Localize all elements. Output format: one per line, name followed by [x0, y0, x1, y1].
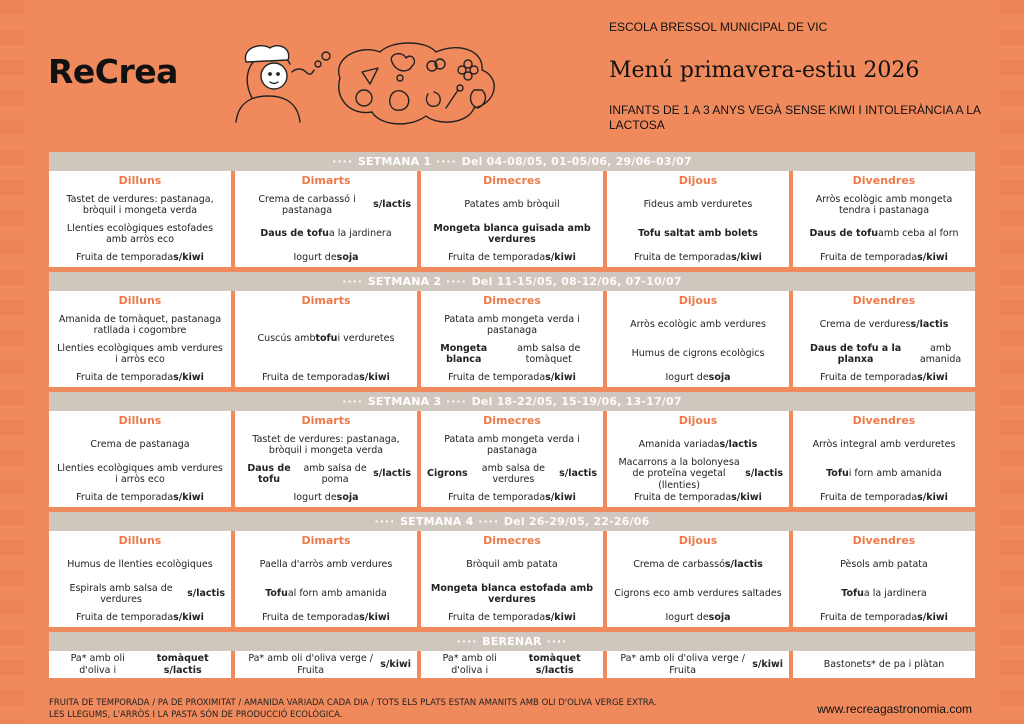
week-label: SETMANA 2	[367, 275, 442, 288]
dish-text: s/kiwi	[380, 658, 411, 670]
dessert	[49, 248, 231, 267]
dish-text: Pa* amb oli d'oliva i	[70, 653, 125, 676]
dish-text: Fruita de temporada	[820, 251, 918, 263]
dish-text: Llenties ecològiques amb verdures i arròs eco	[57, 342, 223, 365]
dish-text: Fruita de temporada	[76, 371, 174, 383]
dessert	[421, 608, 603, 627]
second-course	[235, 460, 417, 488]
day-column	[607, 531, 789, 627]
dessert	[607, 608, 789, 627]
day-column	[235, 291, 417, 387]
dessert	[793, 248, 975, 267]
day-column	[49, 171, 231, 267]
dish-text: s/kiwi	[173, 371, 204, 383]
dish-text: s/lactis	[724, 559, 763, 571]
dish-text: soja	[336, 251, 359, 263]
first-course	[235, 190, 417, 220]
dish-text: Fideus amb verduretes	[643, 199, 753, 211]
dish-text: Bastonets* de pa i plàtan	[823, 658, 945, 670]
dish-text: Fruita de temporada	[448, 251, 546, 263]
website-link[interactable]: www.recreagastronomia.com	[817, 702, 972, 716]
dish-text: Fruita de temporada	[634, 491, 732, 503]
day-column	[793, 291, 975, 387]
menu-title: Menú primavera-estiu 2026	[609, 58, 920, 83]
dish-text: Tastet de verdures: pastanaga, bròquil i mongeta verda	[252, 433, 400, 456]
week-dates: Del 04-08/05, 01-05/06, 29/06-03/07	[461, 155, 692, 168]
dish-text: a la jardinera	[863, 588, 927, 600]
second-course	[421, 580, 603, 608]
week-section	[49, 152, 975, 267]
dots: ····	[342, 275, 368, 288]
dessert	[793, 488, 975, 507]
dish-text: Bròquil amb patata	[466, 559, 558, 571]
dish-text: Pa* amb oli d'oliva i	[442, 653, 497, 676]
dish-text: Amanida de tomàquet, pastanaga ratllada i cogombre	[58, 313, 222, 336]
day-column	[49, 531, 231, 627]
dish-text: soja	[708, 371, 731, 383]
dish-text: Humus de cigrons ecològics	[631, 348, 765, 360]
week-grid	[49, 171, 975, 267]
day-name: Dimarts	[301, 534, 351, 547]
dish-text: Mongeta blanca guisada amb verdures	[433, 222, 591, 245]
week-grid	[49, 411, 975, 507]
dish-text: Fruita de temporada	[634, 251, 732, 263]
day-name: Divendres	[852, 294, 916, 307]
day-name: Dimecres	[483, 174, 541, 187]
day-name: Dimarts	[301, 174, 351, 187]
recrea-logo: ReCrea	[48, 52, 178, 91]
second-course	[607, 220, 789, 248]
dish-text: Cigrons	[427, 468, 468, 480]
dish-text: Fruita de temporada	[820, 371, 918, 383]
day-name: Divendres	[852, 414, 916, 427]
week-dates: Del 18-22/05, 15-19/06, 13-17/07	[471, 395, 682, 408]
dish-text: tofu	[315, 333, 338, 345]
chef-food-illustration	[212, 38, 572, 130]
week-dates: Del 11-15/05, 08-12/06, 07-10/07	[471, 275, 682, 288]
school-name: ESCOLA BRESSOL MUNICIPAL DE VIC	[609, 20, 828, 34]
second-course	[793, 460, 975, 488]
day-column	[421, 411, 603, 507]
snack-cell	[235, 651, 417, 678]
first-course	[49, 430, 231, 460]
second-course	[793, 340, 975, 368]
day-column	[235, 171, 417, 267]
dish-text: Fruita de temporada	[262, 371, 360, 383]
dish-text: Llenties ecològiques estofades amb arròs eco	[66, 222, 214, 245]
first-course	[793, 190, 975, 220]
first-course	[235, 430, 417, 460]
dessert	[793, 608, 975, 627]
week-label: SETMANA 4	[400, 515, 474, 528]
day-name: Dilluns	[118, 534, 162, 547]
dish-text: s/kiwi	[173, 611, 204, 623]
week-label: BERENAR	[482, 635, 542, 648]
dish-text: Daus de tofu a la planxa	[809, 342, 902, 365]
week-header	[49, 512, 975, 531]
dish-text: Crema de pastanaga	[90, 439, 190, 451]
dish-text: al forn amb amanida	[287, 588, 387, 600]
dessert	[421, 248, 603, 267]
dessert	[235, 368, 417, 387]
first-course	[49, 190, 231, 220]
snack-cell	[49, 651, 231, 678]
dish-text: Arròs ecològic amb verdures	[630, 319, 766, 331]
dish-text: s/kiwi	[731, 251, 762, 263]
dessert	[49, 368, 231, 387]
second-course	[793, 580, 975, 608]
dish-text: i verduretes	[337, 333, 395, 345]
second-course	[607, 580, 789, 608]
dots: ····	[456, 635, 483, 648]
dish-text: s/kiwi	[359, 611, 390, 623]
first-course	[421, 190, 603, 220]
dish-text: Fruita de temporada	[448, 371, 546, 383]
dish-text: s/kiwi	[359, 371, 390, 383]
day-column	[49, 411, 231, 507]
second-course	[49, 220, 231, 248]
dish-text: Pa* amb oli d'oliva verge / Fruita	[620, 653, 745, 676]
dish-text: Fruita de temporada	[448, 491, 546, 503]
dessert	[235, 488, 417, 507]
dish-text: Cuscús amb	[257, 333, 316, 345]
dessert	[235, 248, 417, 267]
menu-subtitle: INFANTS DE 1 A 3 ANYS VEGÀ SENSE KIWI I INTOLERÀNCIA A LA LACTOSA	[609, 103, 981, 132]
week-grid	[49, 291, 975, 387]
day-column	[49, 291, 231, 387]
dots: ····	[441, 395, 472, 408]
dish-text: Iogurt de	[665, 611, 709, 623]
snack-cell	[793, 651, 975, 678]
day-column	[235, 531, 417, 627]
dish-text: Cigrons eco amb verdures saltades	[614, 588, 782, 600]
first-course	[235, 550, 417, 580]
dish-text: Macarrons a la bolonyesa de proteïna vegetal (llenties)	[618, 456, 740, 491]
week-section	[49, 512, 975, 627]
dish-text: i forn amb amanida	[848, 468, 942, 480]
dish-text: soja	[336, 491, 359, 503]
dish-cell	[235, 310, 417, 368]
dish-text: Fruita de temporada	[262, 611, 360, 623]
dish-text: Daus de tofu	[809, 228, 879, 240]
day-name: Dilluns	[118, 294, 162, 307]
day-name: Divendres	[852, 534, 916, 547]
dots: ····	[541, 635, 568, 648]
dots: ····	[374, 515, 401, 528]
dish-text: Llenties ecològiques amb verdures i arròs eco	[57, 462, 223, 485]
first-course	[421, 310, 603, 340]
week-header	[49, 392, 975, 411]
dish-text: Patata amb mongeta verda i pastanaga	[444, 433, 580, 456]
day-column	[607, 291, 789, 387]
day-name: Dijous	[678, 294, 718, 307]
dish-text: Iogurt de	[665, 371, 709, 383]
dish-text: Tofu	[265, 588, 288, 600]
dish-text: Fruita de temporada	[820, 611, 918, 623]
dessert	[607, 368, 789, 387]
dish-text: Daus de tofu	[247, 462, 291, 485]
week-label: SETMANA 1	[357, 155, 432, 168]
day-column	[421, 171, 603, 267]
dish-text: amb amanida	[919, 342, 962, 365]
day-name: Dilluns	[118, 174, 162, 187]
day-column	[421, 291, 603, 387]
berenar-section	[49, 632, 975, 678]
second-course	[607, 456, 789, 491]
week-label: SETMANA 3	[367, 395, 442, 408]
dish-text: s/kiwi	[173, 491, 204, 503]
dots: ····	[431, 155, 462, 168]
dish-text: Tofu	[826, 468, 849, 480]
dots: ····	[441, 275, 472, 288]
second-course	[49, 580, 231, 608]
footer-note-2: LES LLEGUMS, L'ARRÒS I LA PASTA SÓN DE PRODUCCIÓ ECOLÒGICA.	[49, 710, 343, 720]
day-name: Dimarts	[301, 414, 351, 427]
berenar-grid	[49, 651, 975, 678]
dish-text: tomàquet s/lactis	[156, 653, 209, 676]
day-name: Divendres	[852, 174, 916, 187]
second-course	[49, 460, 231, 488]
dish-text: Espirals amb salsa de verdures	[69, 582, 173, 605]
dish-text: Crema de carbassó i pastanaga	[258, 193, 356, 216]
dish-text: amb salsa de poma	[303, 462, 367, 485]
dish-text: s/kiwi	[917, 611, 948, 623]
first-course	[607, 430, 789, 460]
dish-text: Humus de llenties ecològiques	[67, 559, 213, 571]
week-section	[49, 272, 975, 387]
first-course	[607, 550, 789, 580]
dish-text: s/kiwi	[917, 371, 948, 383]
dessert	[421, 368, 603, 387]
dish-text: Daus de tofu	[260, 228, 329, 240]
first-course	[49, 310, 231, 340]
dish-text: s/kiwi	[545, 491, 576, 503]
second-course	[421, 220, 603, 248]
dots: ····	[342, 395, 368, 408]
dish-text: s/lactis	[910, 319, 949, 331]
day-name: Dimecres	[483, 414, 541, 427]
day-column	[235, 411, 417, 507]
dish-text: Fruita de temporada	[76, 251, 174, 263]
dish-text: s/kiwi	[545, 611, 576, 623]
second-course	[793, 220, 975, 248]
first-course	[607, 190, 789, 220]
dish-text: Fruita de temporada	[76, 611, 174, 623]
dish-text: amb ceba al forn	[878, 228, 959, 240]
dessert	[49, 488, 231, 507]
second-course	[49, 340, 231, 368]
dish-text: s/kiwi	[917, 251, 948, 263]
day-name: Dimarts	[301, 294, 351, 307]
week-dates: Del 26-29/05, 22-26/06	[503, 515, 650, 528]
dish-text: Arròs ecològic amb mongeta tendra i pastanaga	[815, 193, 953, 216]
day-column	[421, 531, 603, 627]
dish-text: s/lactis	[373, 468, 411, 480]
day-column	[793, 531, 975, 627]
first-course	[421, 430, 603, 460]
dish-text: amb salsa de tomàquet	[517, 342, 581, 365]
dish-text: Tofu	[841, 588, 864, 600]
footer-notes	[49, 697, 769, 721]
dish-text: s/kiwi	[545, 371, 576, 383]
second-course	[421, 340, 603, 368]
dish-text: Crema de carbassó	[633, 559, 725, 571]
dish-text: s/lactis	[187, 588, 225, 600]
dessert	[607, 248, 789, 267]
dish-text: Amanida variada	[638, 439, 720, 451]
dish-text: Fruita de temporada	[448, 611, 546, 623]
dessert	[49, 608, 231, 627]
dessert	[421, 488, 603, 507]
day-column	[793, 411, 975, 507]
day-name: Dimecres	[483, 294, 541, 307]
dish-text: Crema de verdures	[819, 319, 911, 331]
snack-cell	[607, 651, 789, 678]
second-course	[235, 580, 417, 608]
dish-text: Iogurt de	[293, 491, 337, 503]
week-section	[49, 392, 975, 507]
dish-text: s/lactis	[559, 468, 597, 480]
first-course	[49, 550, 231, 580]
dish-text: s/lactis	[719, 439, 758, 451]
menu-table	[49, 152, 975, 678]
dish-text: a la jardinera	[328, 228, 392, 240]
dish-text: Tastet de verdures: pastanaga, bròquil i mongeta verda	[66, 193, 214, 216]
first-course	[793, 430, 975, 460]
dish-text: s/lactis	[373, 199, 411, 211]
dish-text: Pèsols amb patata	[840, 559, 928, 571]
dish-text: soja	[708, 611, 731, 623]
dessert	[607, 488, 789, 507]
first-course	[793, 310, 975, 340]
dessert	[235, 608, 417, 627]
dots: ····	[473, 515, 504, 528]
dish-text: s/kiwi	[173, 251, 204, 263]
dish-text: s/kiwi	[917, 491, 948, 503]
dish-text: Arròs integral amb verduretes	[812, 439, 956, 451]
day-column	[793, 171, 975, 267]
week-grid	[49, 531, 975, 627]
dish-text: Pa* amb oli d'oliva verge / Fruita	[248, 653, 373, 676]
first-course	[421, 550, 603, 580]
second-course	[421, 460, 603, 488]
dish-text: tomàquet s/lactis	[528, 653, 581, 676]
week-header	[49, 272, 975, 291]
dish-text: Fruita de temporada	[76, 491, 174, 503]
day-name: Dijous	[678, 174, 718, 187]
first-course	[793, 550, 975, 580]
day-name: Dilluns	[118, 414, 162, 427]
first-course	[607, 310, 789, 340]
dish-text: s/lactis	[745, 468, 783, 480]
dish-text: Mongeta blanca	[440, 342, 488, 365]
dish-text: Patates amb bròquil	[464, 199, 560, 211]
dish-text: Tofu saltat amb bolets	[638, 228, 758, 240]
second-course	[235, 220, 417, 248]
dish-text: amb salsa de verdures	[481, 462, 545, 485]
dish-text: s/kiwi	[545, 251, 576, 263]
footer-note-1: FRUITA DE TEMPORADA / PA DE PROXIMITAT / AMANIDA VARIADA CADA DIA / TOTS ELS PLATS ESTAN AMANITS AMB OLI D'OLIVA VERGE EXTRA.	[49, 698, 657, 708]
week-header	[49, 152, 975, 171]
dish-text: s/kiwi	[731, 491, 762, 503]
day-name: Dijous	[678, 414, 718, 427]
dish-text: Paella d'arròs amb verdures	[259, 559, 393, 571]
second-course	[607, 340, 789, 368]
dish-text: s/kiwi	[752, 658, 783, 670]
snack-cell	[421, 651, 603, 678]
dots: ····	[332, 155, 358, 168]
dish-text: Fruita de temporada	[820, 491, 918, 503]
week-header	[49, 632, 975, 651]
dish-text: Iogurt de	[293, 251, 337, 263]
day-name: Dimecres	[483, 534, 541, 547]
dessert	[793, 368, 975, 387]
day-column	[607, 411, 789, 507]
dish-text: Patata amb mongeta verda i pastanaga	[444, 313, 580, 336]
dish-text: Mongeta blanca estofada amb verdures	[430, 582, 594, 605]
day-column	[607, 171, 789, 267]
day-name: Dijous	[678, 534, 718, 547]
